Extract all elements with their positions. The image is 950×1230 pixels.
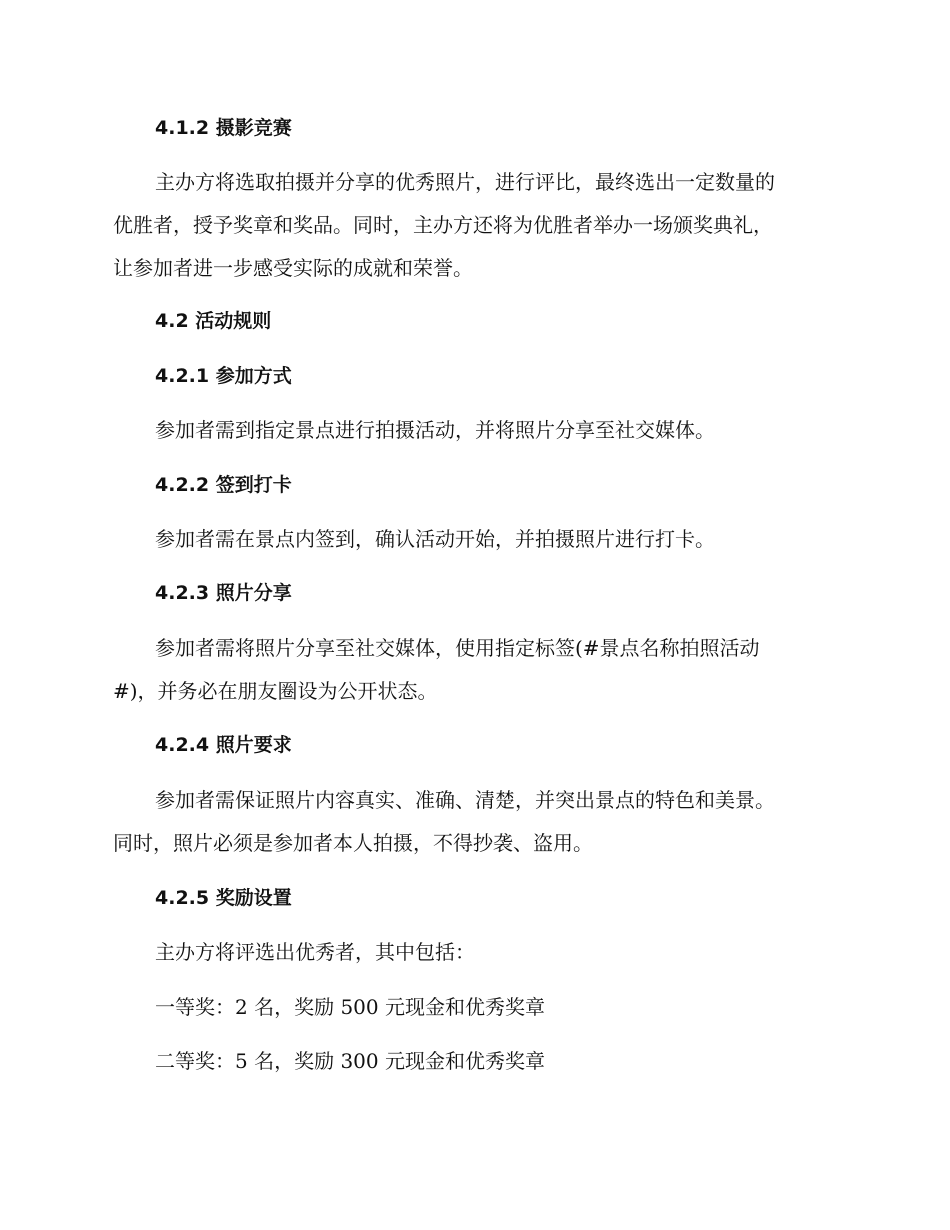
paragraph-line: 参加者需将照片分享至社交媒体，使用指定标签(#景点名称拍照活动 xyxy=(155,636,760,660)
heading-4-2-3: 4.2.3 照片分享 xyxy=(155,582,292,604)
heading-4-2-4: 4.2.4 照片要求 xyxy=(155,734,292,756)
prize-item: 二等奖：5 名，奖励 300 元现金和优秀奖章 xyxy=(155,1049,545,1073)
heading-4-1-2: 4.1.2 摄影竞赛 xyxy=(155,117,292,139)
paragraph-line: 优胜者，授予奖章和奖品。同时，主办方还将为优胜者举办一场颁奖典礼， xyxy=(113,213,773,237)
paragraph-line: 参加者需保证照片内容真实、准确、清楚，并突出景点的特色和美景。 xyxy=(155,788,775,812)
heading-4-2-1: 4.2.1 参加方式 xyxy=(155,365,292,387)
heading-4-2-5: 4.2.5 奖励设置 xyxy=(155,887,292,909)
paragraph-line: 让参加者进一步感受实际的成就和荣誉。 xyxy=(113,256,473,280)
paragraph-line: 参加者需到指定景点进行拍摄活动，并将照片分享至社交媒体。 xyxy=(155,418,715,442)
heading-4-2: 4.2 活动规则 xyxy=(155,310,272,332)
paragraph-line: 同时，照片必须是参加者本人拍摄，不得抄袭、盗用。 xyxy=(113,831,593,855)
prize-item: 一等奖：2 名，奖励 500 元现金和优秀奖章 xyxy=(155,995,545,1019)
paragraph-line: 主办方将选取拍摄并分享的优秀照片，进行评比，最终选出一定数量的 xyxy=(155,170,775,194)
paragraph-line: 主办方将评选出优秀者，其中包括： xyxy=(155,940,475,964)
heading-4-2-2: 4.2.2 签到打卡 xyxy=(155,474,292,496)
paragraph-line: 参加者需在景点内签到，确认活动开始，并拍摄照片进行打卡。 xyxy=(155,527,715,551)
paragraph-line: #)，并务必在朋友圈设为公开状态。 xyxy=(113,679,438,703)
